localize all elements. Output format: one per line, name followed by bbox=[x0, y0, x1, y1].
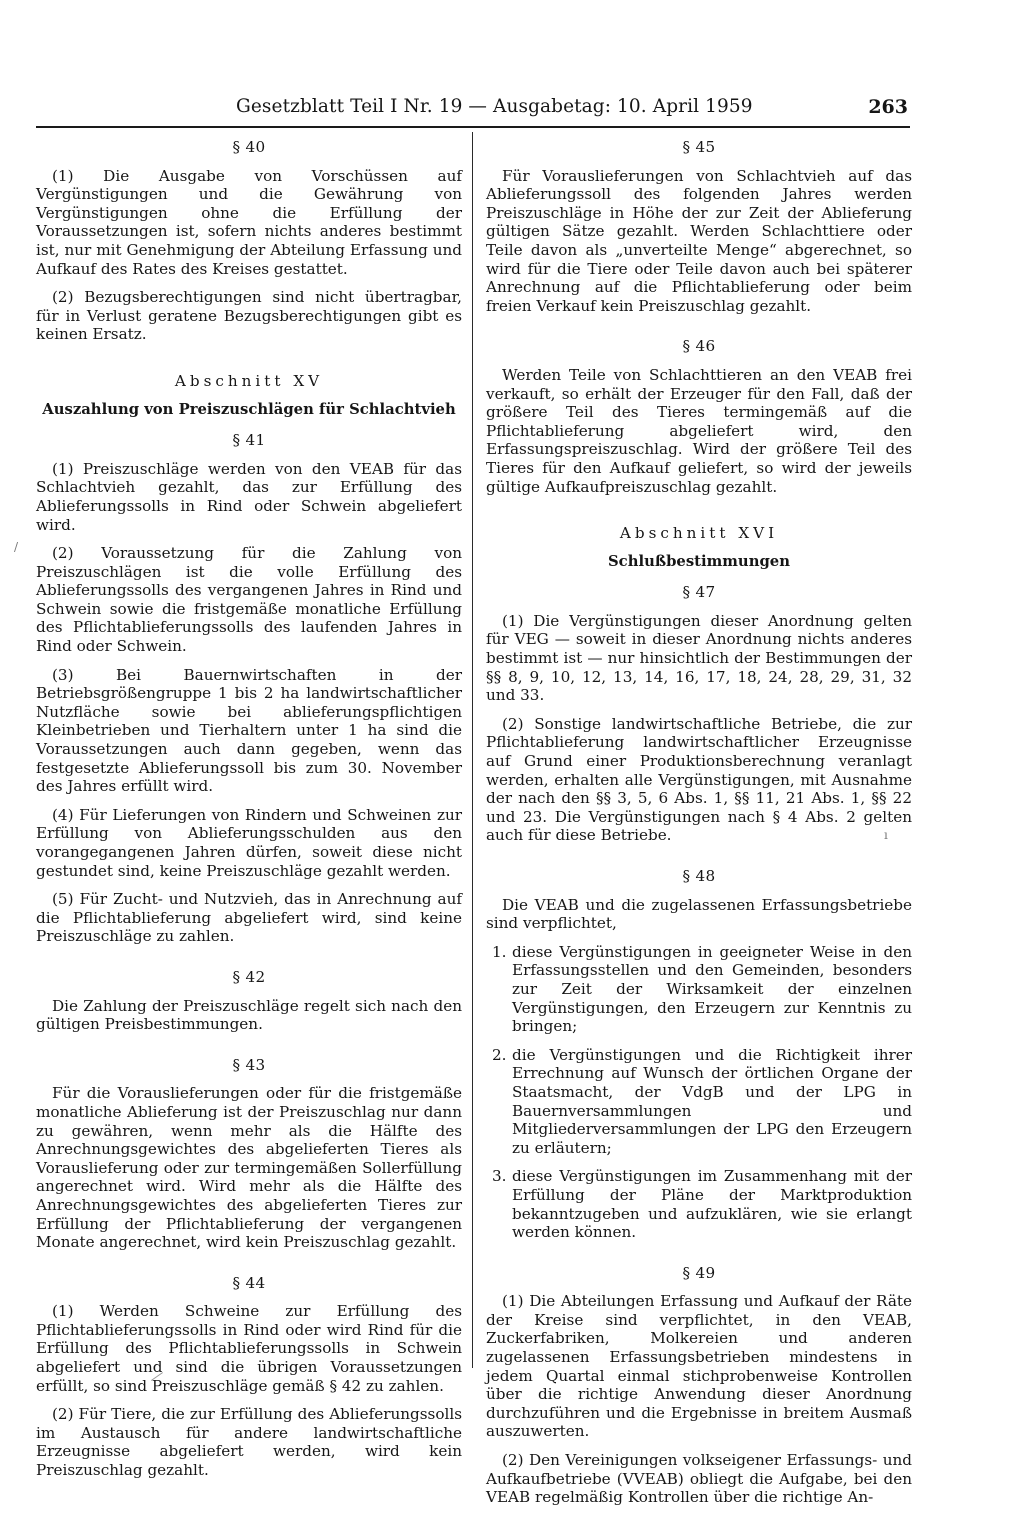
list-item-number: 1. bbox=[492, 942, 507, 961]
section-40-title: § 40 bbox=[232, 138, 266, 156]
page-header bbox=[36, 94, 910, 128]
list-item-number: 2. bbox=[492, 1045, 507, 1064]
list-item-number: 3. bbox=[492, 1167, 507, 1186]
scan-speck: ı bbox=[884, 828, 888, 842]
abschnitt-xvi-label: Abschnitt XVI bbox=[619, 524, 779, 543]
section-42-title: § 42 bbox=[232, 967, 266, 986]
section-47-para-1: (1) Die Vergünstigungen dieser Anordnung gelten für VEG — soweit in dieser Anordnung nichts anderes bestimmt ist — nur hinsichtlich der Bestimmungen der §§ 8, 9, 10, 12, 13, 14, 16, 17, 18, 24, 28, 29, 31, 32 und 33. bbox=[486, 611, 912, 705]
section-45-title: § 45 bbox=[682, 138, 716, 156]
section-43-title: § 43 bbox=[232, 1055, 266, 1074]
abschnitt-xvi-heading: Schlußbestimmungen bbox=[608, 552, 790, 570]
section-48-title: § 48 bbox=[682, 867, 716, 885]
section-45-para-1: Für Vorauslieferungen von Schlachtvieh auf das Ablieferungssoll des folgenden Jahres werden Preiszuschläge in Höhe der zur Zeit der Ablieferung gültigen Sätze gezahlt. Werden Schlachttiere oder Teile davon als „unverteilte Menge“ abgerechnet, so wird für die Tiere oder Teile davon auch bei späterer Anrechnung auf die Pflichtablieferung oder beim freien Verkauf kein Preiszuschlag gezahlt. bbox=[486, 166, 912, 315]
section-40-para-2: (2) Bezugsberechtigungen sind nicht übertragbar, für in Verlust geratene Bezugsberechtigungen gibt es keinen Ersatz. bbox=[36, 288, 462, 344]
scan-speck: / bbox=[14, 540, 19, 554]
list-item-text: diese Vergünstigungen in geeigneter Weise in den Erfassungsstellen und den Gemeinden, besonders zur Zeit der Wirksamkeit der einzelnen Vergünstigungen, den Erzeugern zur Kenntnis zu bringen; bbox=[512, 942, 912, 1036]
section-41-para-4: (4) Für Lieferungen von Rindern und Schweinen zur Erfüllung von Ablieferungsschulden aus den vorangegangenen Jahren dürfen, soweit diese nicht gestundet sind, keine Preiszuschläge gezahlt werden. bbox=[36, 805, 462, 880]
section-42-para-1: Die Zahlung der Preiszuschläge regelt sich nach den gültigen Preisbestimmungen. bbox=[36, 996, 462, 1034]
section-43-para-1: Für die Vorauslieferungen oder für die fristgemäße monatliche Ablieferung ist der Preiszuschlag nur dann zu gewähren, wenn mehr als die Hälfte des Anrechnungsgewichtes des abgelieferten Tieres als Vorauslieferung oder zur termingemäßen Sollerfüllung angerechnet wird. Wird mehr als die Hälfte des Anrechnungsgewichtes des abgelieferten Tieres zur Erfüllung der Pflichtablieferung der vergangenen Monate angerechnet, wird kein Preiszuschlag gezahlt. bbox=[36, 1084, 462, 1252]
section-41-para-1: (1) Preiszuschläge werden von den VEAB für das Schlachtvieh gezahlt, das zur Erfüllung des Ablieferungssolls in Rind oder Schwein abgeliefert wird. bbox=[36, 459, 462, 534]
section-41-para-2: (2) Voraussetzung für die Zahlung von Preiszuschlägen ist die volle Erfüllung des Ablieferungssolls des vergangenen Jahres in Rind und Schwein sowie die fristgemäße monatliche Erfüllung des Pflichtablieferungssolls des laufenden Jahres in Rind oder Schwein. bbox=[36, 544, 462, 656]
section-49-para-2: (2) Den Vereinigungen volkseigener Erfassungs- und Aufkaufbetriebe (VVEAB) obliegt die Aufgabe, bei den VEAB regelmäßig Kontrollen über die richtige An- bbox=[486, 1451, 912, 1507]
page-number: 263 bbox=[868, 96, 908, 118]
section-41-para-5: (5) Für Zucht- und Nutzvieh, das in Anrechnung auf die Pflichtablieferung abgeliefert wird, sind keine Preiszuschläge zu zahlen. bbox=[36, 890, 462, 946]
section-41-title: § 41 bbox=[232, 431, 266, 450]
section-41-para-3: (3) Bei Bauernwirtschaften in der Betriebsgrößengruppe 1 bis 2 ha landwirtschaftlicher Nutzfläche sowie bei ablieferungspflichtigen Kleinbetrieben und Tierhaltern unter 1 ha sind die Voraussetzungen auch dann gegeben, wenn das festgesetzte Ablieferungssoll bis zum 30. November des Jahres erfüllt wird. bbox=[36, 665, 462, 796]
section-46-title: § 46 bbox=[682, 337, 716, 356]
right-column bbox=[486, 138, 912, 1517]
list-item bbox=[486, 1046, 912, 1158]
section-44-para-2: (2) Für Tiere, die zur Erfüllung des Ablieferungssolls im Austausch für andere landwirtschaftliche Erzeugnisse abgeliefert werden, wird kein Preiszuschlag gezahlt. bbox=[36, 1405, 462, 1480]
section-47-title: § 47 bbox=[682, 583, 716, 602]
section-49-title: § 49 bbox=[682, 1263, 716, 1282]
list-item bbox=[486, 1167, 912, 1241]
abschnitt-xv-heading: Auszahlung von Preiszuschlägen für Schlachtvieh bbox=[42, 400, 456, 418]
gazette-title: Gesetzblatt Teil I Nr. 19 — Ausgabetag: 10. April 1959 bbox=[236, 96, 753, 117]
section-48-list bbox=[486, 943, 912, 1242]
section-44-para-1: (1) Werden Schweine zur Erfüllung des Pflichtablieferungssolls in Rind oder wird Rind für die Erfüllung des Pflichtablieferungssolls in Schwein abgeliefert und sind die übrigen Voraussetzungen erfüllt, so sind Preiszuschläge gemäß § 42 zu zahlen. bbox=[36, 1302, 462, 1395]
left-column bbox=[36, 138, 462, 1490]
section-49-para-1: (1) Die Abteilungen Erfassung und Aufkauf der Räte der Kreise sind verpflichtet, in den VEAB, Zuckerfabriken, Molkereien und anderen zugelassenen Erfassungsbetrieben mindestens in jedem Quartal einmal stichprobenweise Kontrollen über die richtige Anwendung dieser Anordnung durchzuführen und die Ergebnisse in breitem Ausmaß auszuwerten. bbox=[486, 1292, 912, 1441]
section-48-intro: Die VEAB und die zugelassenen Erfassungsbetriebe sind verpflichtet, bbox=[486, 895, 912, 933]
column-divider bbox=[472, 132, 473, 1368]
abschnitt-xv-label: Abschnitt XV bbox=[174, 371, 324, 390]
section-40-para-1: (1) Die Ausgabe von Vorschüssen auf Vergünstigungen und die Gewährung von Vergünstigungen ohne die Erfüllung der Voraussetzungen ist, sofern nichts anderes bestimmt ist, nur mit Genehmigung der Abteilung Erfassung und Aufkauf des Rates des Kreises gestattet. bbox=[36, 166, 462, 278]
section-44-title: § 44 bbox=[232, 1273, 266, 1292]
list-item-text: die Vergünstigungen und die Richtigkeit ihrer Errechnung auf Wunsch der örtlichen Organe der Staatsmacht, der VdgB und der LPG in Bauernversammlungen und Mitgliederversammlungen der LPG den Erzeugern zu erläutern; bbox=[512, 1045, 912, 1157]
section-47-para-2: (2) Sonstige landwirtschaftliche Betriebe, die zur Pflichtablieferung landwirtschaftlicher Erzeugnisse auf Grund einer Produktionsberechnung veranlagt werden, erhalten alle Vergünstigungen, mit Ausnahme der nach den §§ 3, 5, 6 Abs. 1, §§ 11, 21 Abs. 1, §§ 22 und 23. Die Vergünstigungen nach § 4 Abs. 2 gelten auch für diese Betriebe. bbox=[486, 714, 912, 845]
list-item bbox=[486, 943, 912, 1036]
section-46-para-1: Werden Teile von Schlachttieren an den VEAB frei verkauft, so erhält der Erzeuger für den Fall, daß der größere Teil des Tieres termingemäß auf die Pflichtablieferung abgeliefert wird, den Erfassungspreiszuschlag. Wird der größere Teil des Tieres für den Aufkauf geliefert, so wird der jeweils gültige Aufkaufpreiszuschlag gezahlt. bbox=[486, 365, 912, 496]
list-item-text: diese Vergünstigungen im Zusammenhang mit der Erfüllung der Pläne der Marktproduktion bekanntzugeben und aufzuklären, wie sie erlangt werden können. bbox=[512, 1167, 912, 1242]
